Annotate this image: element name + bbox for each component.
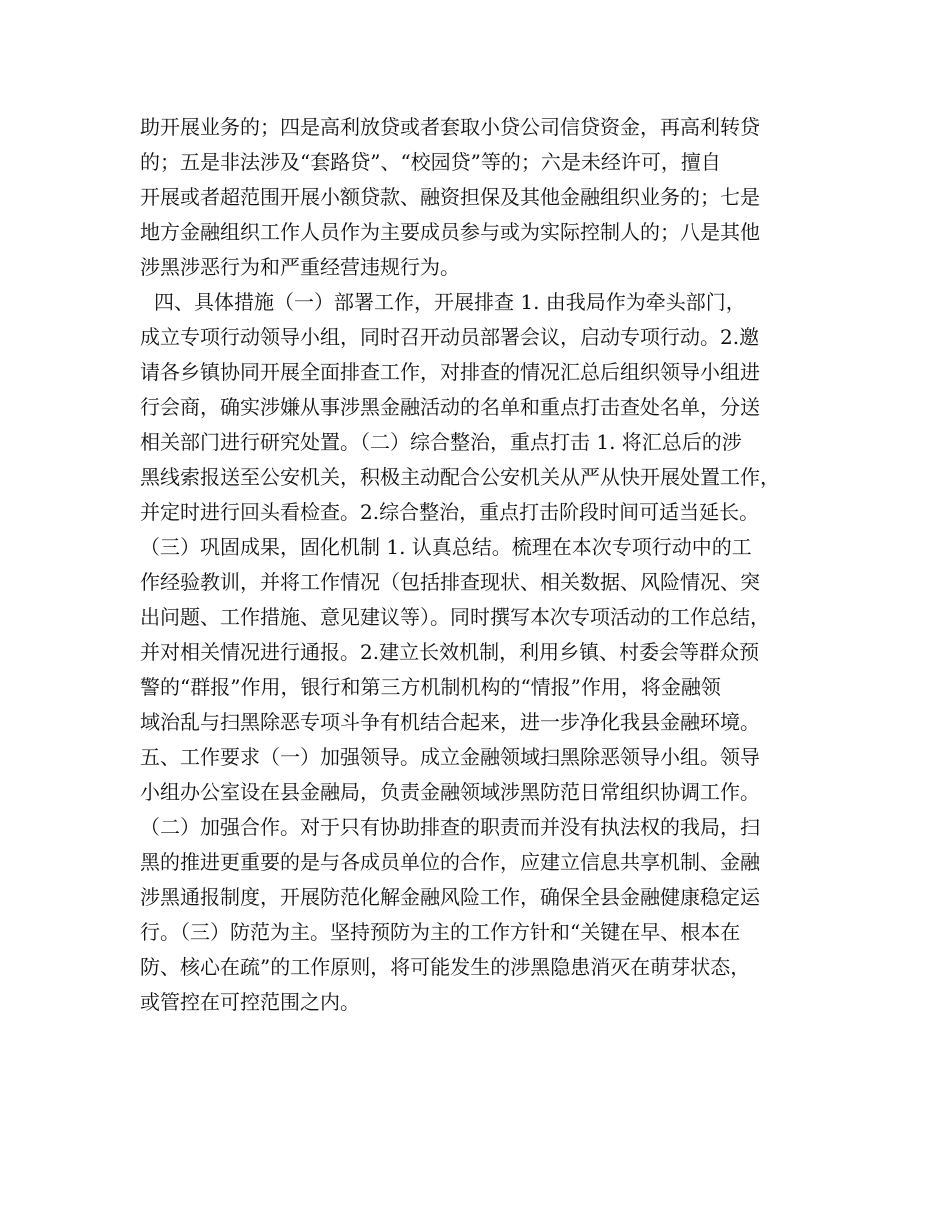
section-four-heading-line: 四、具体措施（一）部署工作，开展排查 1. 由我局作为牵头部门， bbox=[154, 290, 746, 314]
text-line: 域治乱与扫黑除恶专项斗争有机结合起来，进一步净化我县金融环境。 bbox=[140, 710, 760, 734]
text-line: 警的“群报”作用，银行和第三方机制机构的“情报”作用，将金融领 bbox=[140, 675, 721, 699]
text-line: 防、核心在疏”的工作原则，将可能发生的涉黑隐患消灭在萌芽状态， bbox=[140, 955, 751, 979]
text-line: 的；五是非法涉及“套路贷”、“校园贷”等的；六是未经许可，擅自 bbox=[140, 150, 721, 174]
text-line: 并定时进行回头看检查。2.综合整治，重点打击阶段时间可适当延长。 bbox=[140, 500, 760, 524]
document-body bbox=[140, 110, 810, 1020]
text-line: 出问题、工作措施、意见建议等）。同时撰写本次专项活动的工作总结， bbox=[140, 605, 770, 629]
text-line: 黑线索报送至公安机关，积极主动配合公安机关从严从快开展处置工作， bbox=[140, 465, 780, 489]
text-line: 涉黑涉恶行为和严重经营违规行为。 bbox=[140, 255, 460, 279]
text-line: 黑的推进更重要的是与各成员单位的合作，应建立信息共享机制、金融 bbox=[140, 850, 760, 874]
text-line: 相关部门进行研究处置。（二）综合整治，重点打击 1. 将汇总后的涉 bbox=[140, 430, 742, 454]
text-line: 请各乡镇协同开展全面排查工作，对排查的情况汇总后组织领导小组进 bbox=[140, 360, 760, 384]
text-line: 或管控在可控范围之内。 bbox=[140, 990, 360, 1014]
text-line: 地方金融组织工作人员作为主要成员参与或为实际控制人的；八是其他 bbox=[140, 220, 760, 244]
text-line: 行会商，确实涉嫌从事涉黑金融活动的名单和重点打击查处名单，分送 bbox=[140, 395, 760, 419]
text-line: （三）巩固成果，固化机制 1. 认真总结。梳理在本次专项行动中的工 bbox=[140, 535, 752, 559]
text-line: 并对相关情况进行通报。2.建立长效机制，利用乡镇、村委会等群众预 bbox=[140, 640, 760, 664]
text-line: 涉黑通报制度，开展防范化解金融风险工作，确保全县金融健康稳定运 bbox=[140, 885, 760, 909]
text-line: 开展或者超范围开展小额贷款、融资担保及其他金融组织业务的；七是 bbox=[140, 185, 760, 209]
text-line: （二）加强合作。对于只有协助排查的职责而并没有执法权的我局，扫 bbox=[140, 815, 760, 839]
text-line: 作经验教训，并将工作情况（包括排查现状、相关数据、风险情况、突 bbox=[140, 570, 760, 594]
section-five-heading-line: 五、工作要求（一）加强领导。成立金融领域扫黑除恶领导小组。领导 bbox=[140, 745, 760, 769]
text-line: 成立专项行动领导小组，同时召开动员部署会议，启动专项行动。2.邀 bbox=[140, 325, 760, 349]
text-line: 小组办公室设在县金融局，负责金融领域涉黑防范日常组织协调工作。 bbox=[140, 780, 760, 804]
text-line: 助开展业务的；四是高利放贷或者套取小贷公司信贷资金，再高利转贷 bbox=[140, 115, 760, 139]
text-line: 行。（三）防范为主。坚持预防为主的工作方针和“关键在早、根本在 bbox=[140, 920, 741, 944]
